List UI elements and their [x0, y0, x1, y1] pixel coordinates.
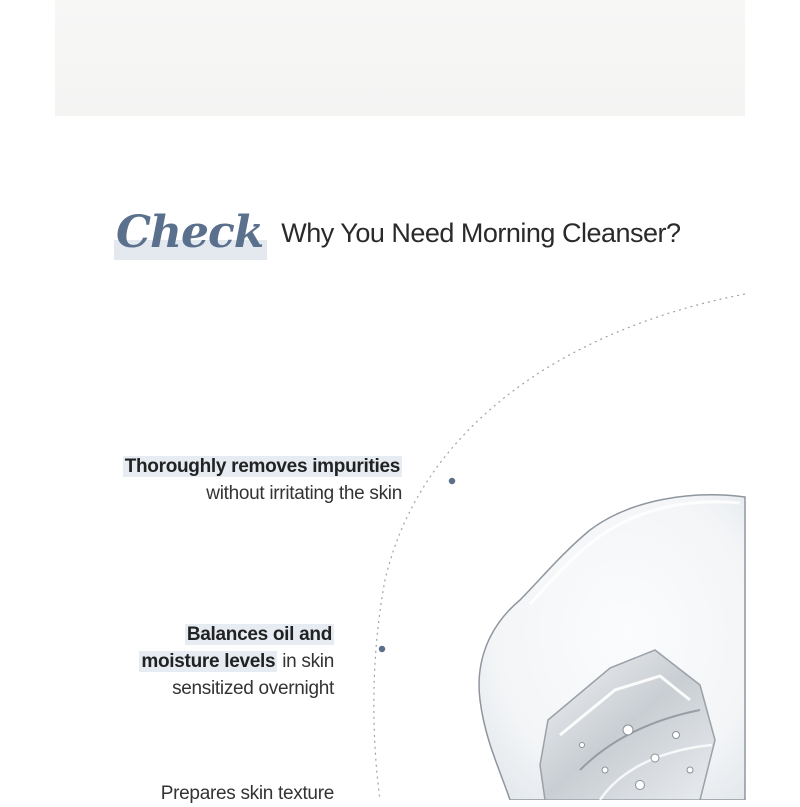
benefit-3: [161, 780, 334, 807]
benefit-2: [139, 621, 334, 702]
heading-title: Why You Need Morning Cleanser?: [281, 217, 681, 248]
benefit-1-line2: without irritating the skin: [206, 483, 402, 504]
arc-marker-1: [448, 477, 456, 485]
check-word: Check: [114, 207, 267, 260]
benefit-2-highlight1: Balances oil and: [186, 624, 332, 645]
arc-marker-2: [378, 645, 386, 653]
benefit-2-highlight2: moisture levels: [141, 651, 276, 672]
benefit-2-line3: sensitized overnight: [172, 678, 334, 699]
benefit-3-line1: Prepares skin texture: [160, 783, 334, 804]
benefit-1-highlight: Thoroughly removes impurities: [124, 456, 400, 477]
benefit-1: [123, 453, 402, 507]
benefit-2-rest2: in skin: [277, 651, 334, 672]
